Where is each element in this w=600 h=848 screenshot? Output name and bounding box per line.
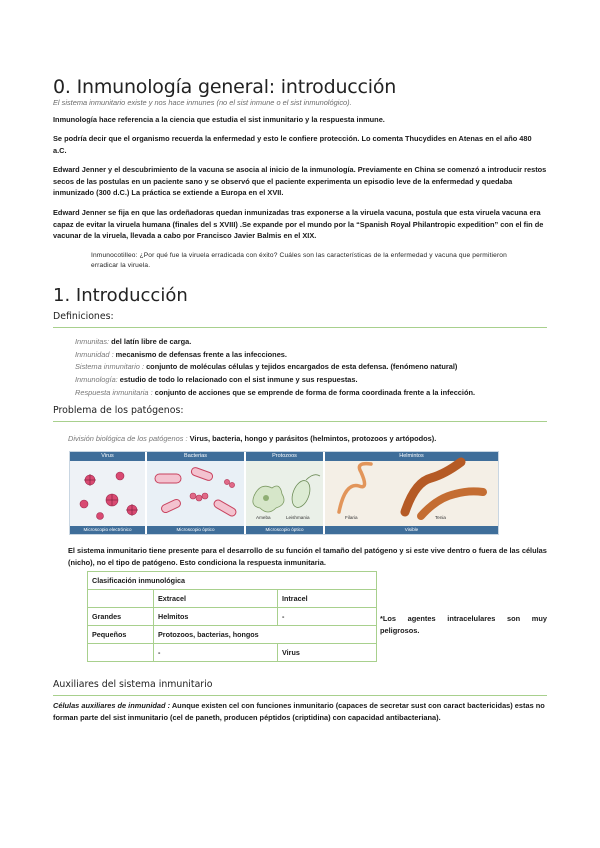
table-cell: Protozoos, bacterias, hongos [154,626,377,644]
auxiliares-paragraph [53,700,547,723]
definition-item [75,361,475,374]
table-cell: - [278,608,377,626]
definition-item [75,349,475,362]
table-header-intracel: Intracel [278,590,377,608]
table-cell: Helmitos [154,608,278,626]
panel-footer: Microscopio óptico [147,526,244,534]
pathogens-figure [69,451,499,535]
panel-footer: Microscopio electrónico [70,526,145,534]
table-row-label: Grandes [88,608,154,626]
definition-term: Respuesta inmunitaria : [75,387,153,397]
panel-helmintos [325,452,498,534]
paragraph-4: Edward Jenner se fija en que las ordeñadoras quedan inmunizadas tras exponerse a la viruela vacuna, postula que esta viruela vacuna era capaz de evitar la viruela humana (finales del s XVIII) .Se expande por el mundo por la “Spanish Royal Philantropic expedition” con el fin de vacunar de la viruela, llevada a cabo por Francisco Javier Balmis en el XIX. [53,208,544,241]
table-row-label: Pequeños [88,626,154,644]
definition-term: Inmunidad : [75,349,114,359]
patogenos-heading: Problema de los patógenos: [53,405,184,416]
table-row-label [88,644,154,662]
table-cell: - [154,644,278,662]
inmunocotilleo-note: Inmunocotilleo: ¿Por qué fue la viruela erradicada con éxito? Cuáles son las características de la enfermedad y vacuna que permitieron erradicar la viruela. [91,252,507,269]
heading-underline [53,327,547,328]
section-0-title: 0. Inmunología general: introducción [53,76,397,98]
panel-bacterias [147,452,246,534]
heading-underline [53,695,547,696]
auxiliares-term: Células auxiliares de inmunidad : [53,701,171,710]
helminth-illustration [325,452,498,534]
definition-item [75,374,475,387]
table-cell: Virus [278,644,377,662]
section-1-title: 1. Introducción [53,285,188,306]
definition-term: Sistema inmunitario : [75,362,145,372]
table-header-extracel: Extracel [154,590,278,608]
heading-underline [53,421,547,422]
division-text: Virus, bacteria, hongo y parásitos (helmintos, protozoos y artópodos). [187,434,437,443]
division-line [68,434,436,443]
definition-text: del latín libre de carga. [109,337,192,346]
definition-item [75,336,475,349]
caption-leishmania: Leishmania [286,515,310,520]
paragraph-1: Inmunología hace referencia a la ciencia que estudia el sist inmunitario y la respuesta inmune. [53,115,385,124]
caption-tenia: Tenia [435,515,446,520]
definiciones-heading: Definiciones: [53,311,114,322]
auxiliares-heading: Auxiliares del sistema inmunitario [53,679,213,690]
division-term: División biológica de los patógenos : [68,434,188,443]
definitions-list [75,336,475,400]
table-title: Clasificación inmunológica [88,572,377,590]
table-cell [88,590,154,608]
panel-footer: Visible [325,526,498,534]
definition-text: mecanismo de defensas frente a las infecciones. [113,349,287,359]
definition-text: conjunto de acciones que se emprende de forma de forma coordinada frente a la infección. [152,387,476,397]
protozoa-illustration [246,452,325,534]
side-note: *Los agentes intracelulares son muy peligrosos. [380,614,547,635]
panel-title: Helmintos [325,452,498,461]
bacteria-illustration [147,452,246,534]
panel-title: Protozoos [246,452,323,461]
caption-filaria: Filaria [345,515,358,520]
definition-term: Inmunología: [75,375,118,385]
definition-item [75,387,475,400]
table-intro-paragraph: El sistema inmunitario tiene presente para el desarrollo de su función el tamaño del patógeno y si este vive dentro o fuera de las células (nicho), no el tipo de patógeno. Esto condiciona la respuesta inmunitaria. [68,546,547,567]
caption-ameba: Ameba [256,515,271,520]
panel-virus [70,452,147,534]
paragraph-3: Edward Jenner y el descubrimiento de la vacuna se asocia al inicio de la inmunología. Previamente en China se comenzó a introducir restos secos de las postulas en un paciente sano y se observó que el paciente experimenta un episodio leve de la enfermedad y quedaba inmunizado (300 d.C.) La práctica se extiende a Europa en el XVII. [53,165,547,198]
section-0-subtitle: El sistema inmunitario existe y nos hace inmunes (no el sist inmune o el sist inmunológico). [53,98,352,107]
definition-text: conjunto de moléculas células y tejidos encargados de esta defensa. (fenómeno natural) [144,362,458,372]
definition-term: Inmunitas: [75,337,110,346]
classification-table [87,571,377,662]
definition-text: estudio de todo lo relacionado con el sist inmune y sus respuestas. [117,375,358,385]
auxiliares-text: Aunque existen cel con funciones inmunitario (capaces de secretar sust con caract bactericidas) estas no forman parte del sist inmunitario (cel de paneth, producen péptidos (criptidina) con capacidad antibacteriana). [53,701,545,722]
panel-title: Virus [70,452,145,461]
paragraph-2: Se podría decir que el organismo recuerda la enfermedad y esto le confiere protección. Lo comenta Thucydides en Atenas en el año 480 a.C. [53,134,532,155]
panel-protozoos [246,452,325,534]
panel-title: Bacterias [147,452,244,461]
virus-illustration [70,452,147,534]
panel-footer: Microscopio óptico [246,526,323,534]
